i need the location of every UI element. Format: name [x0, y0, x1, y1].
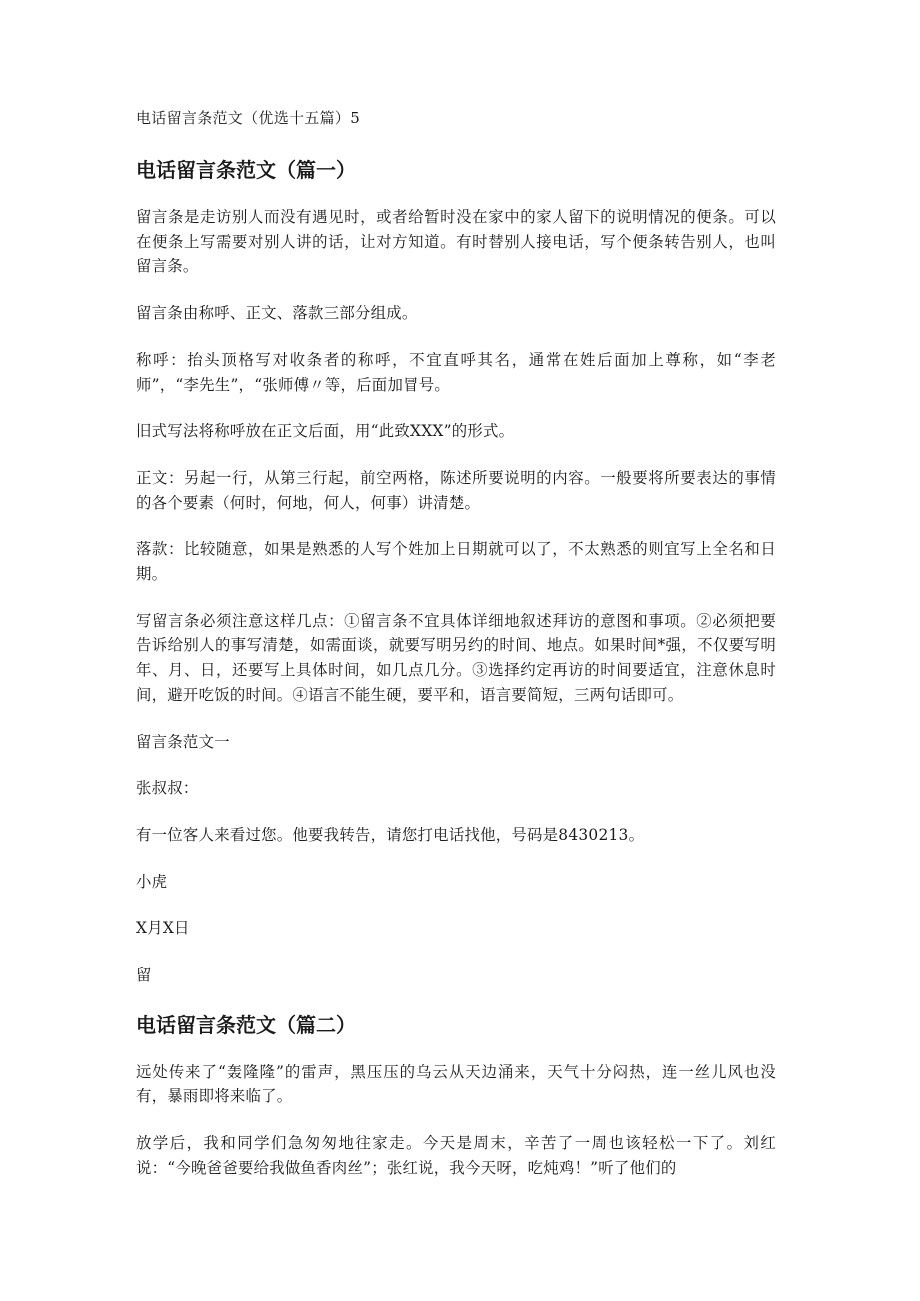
paragraph: 张叔叔：: [136, 779, 199, 798]
paragraph: 留言条由称呼、正文、落款三部分组成。: [136, 304, 418, 323]
paragraph: 写留言条必须注意这样几点：①留言条不宜具体详细地叙述拜访的意图和事项。②必须把要告诉给别人的事写清楚，如需面谈，就要写明另约的时间、地点。如果时间*强，不仅要写明年、月、日，还要写上具体时间，如几点几分。③选择约定再访的时间要适宜，注意休息时间，避开吃饭的时间。④语言不能生硬，要平和，语言要简短，三两句话即可。: [136, 611, 776, 704]
paragraph: 小虎: [136, 872, 168, 891]
paragraph: 落款：比较随意，如果是熟悉的人写个姓加上日期就可以了，不太熟悉的则宜写上全名和日期。: [136, 540, 776, 584]
section-heading-1: 电话留言条范文（篇一）: [136, 158, 356, 182]
paragraph: 有一位客人来看过您。他要我转告，请您打电话找他，号码是8430213。: [136, 825, 645, 844]
paragraph: 远处传来了“轰隆隆”的雷声，黑压压的乌云从天边涌来，天气十分闷热，连一丝儿风也没有，暴雨即将来临了。: [136, 1062, 776, 1106]
document-title: 电话留言条范文（优选十五篇）5: [136, 109, 361, 127]
paragraph: 留言条范文一: [136, 732, 230, 751]
paragraph: 留言条是走访别人而没有遇见时，或者给暂时没在家中的家人留下的说明情况的便条。可以在便条上写需要对别人讲的话，让对方知道。有时替别人接电话，写个便条转告别人，也叫留言条。: [136, 208, 776, 276]
paragraph: 放学后，我和同学们急匆匆地往家走。今天是周末，辛苦了一周也该轻松一下了。刘红说：“今晚爸爸要给我做鱼香肉丝”；张红说，我今天呀，吃炖鸡！”听了他们的: [136, 1134, 776, 1177]
paragraph: 称呼：抬头顶格写对收条者的称呼，不宜直呼其名，通常在姓后面加上尊称，如“李老师”，“李先生”，“张师傅〃等，后面加冒号。: [136, 350, 776, 394]
section-heading-2: 电话留言条范文（篇二）: [136, 1012, 356, 1037]
document-page: [136, 106, 776, 1203]
paragraph: 正文：另起一行，从第三行起，前空两格，陈述所要说明的内容。一般要将所要表达的事情的各个要素（何时，何地，何人，何事）讲清楚。: [136, 468, 776, 512]
paragraph: 旧式写法将称呼放在正文后面，用“此致XXX”的形式。: [136, 422, 515, 441]
paragraph: 留: [136, 966, 152, 985]
paragraph: X月X日: [136, 919, 190, 938]
